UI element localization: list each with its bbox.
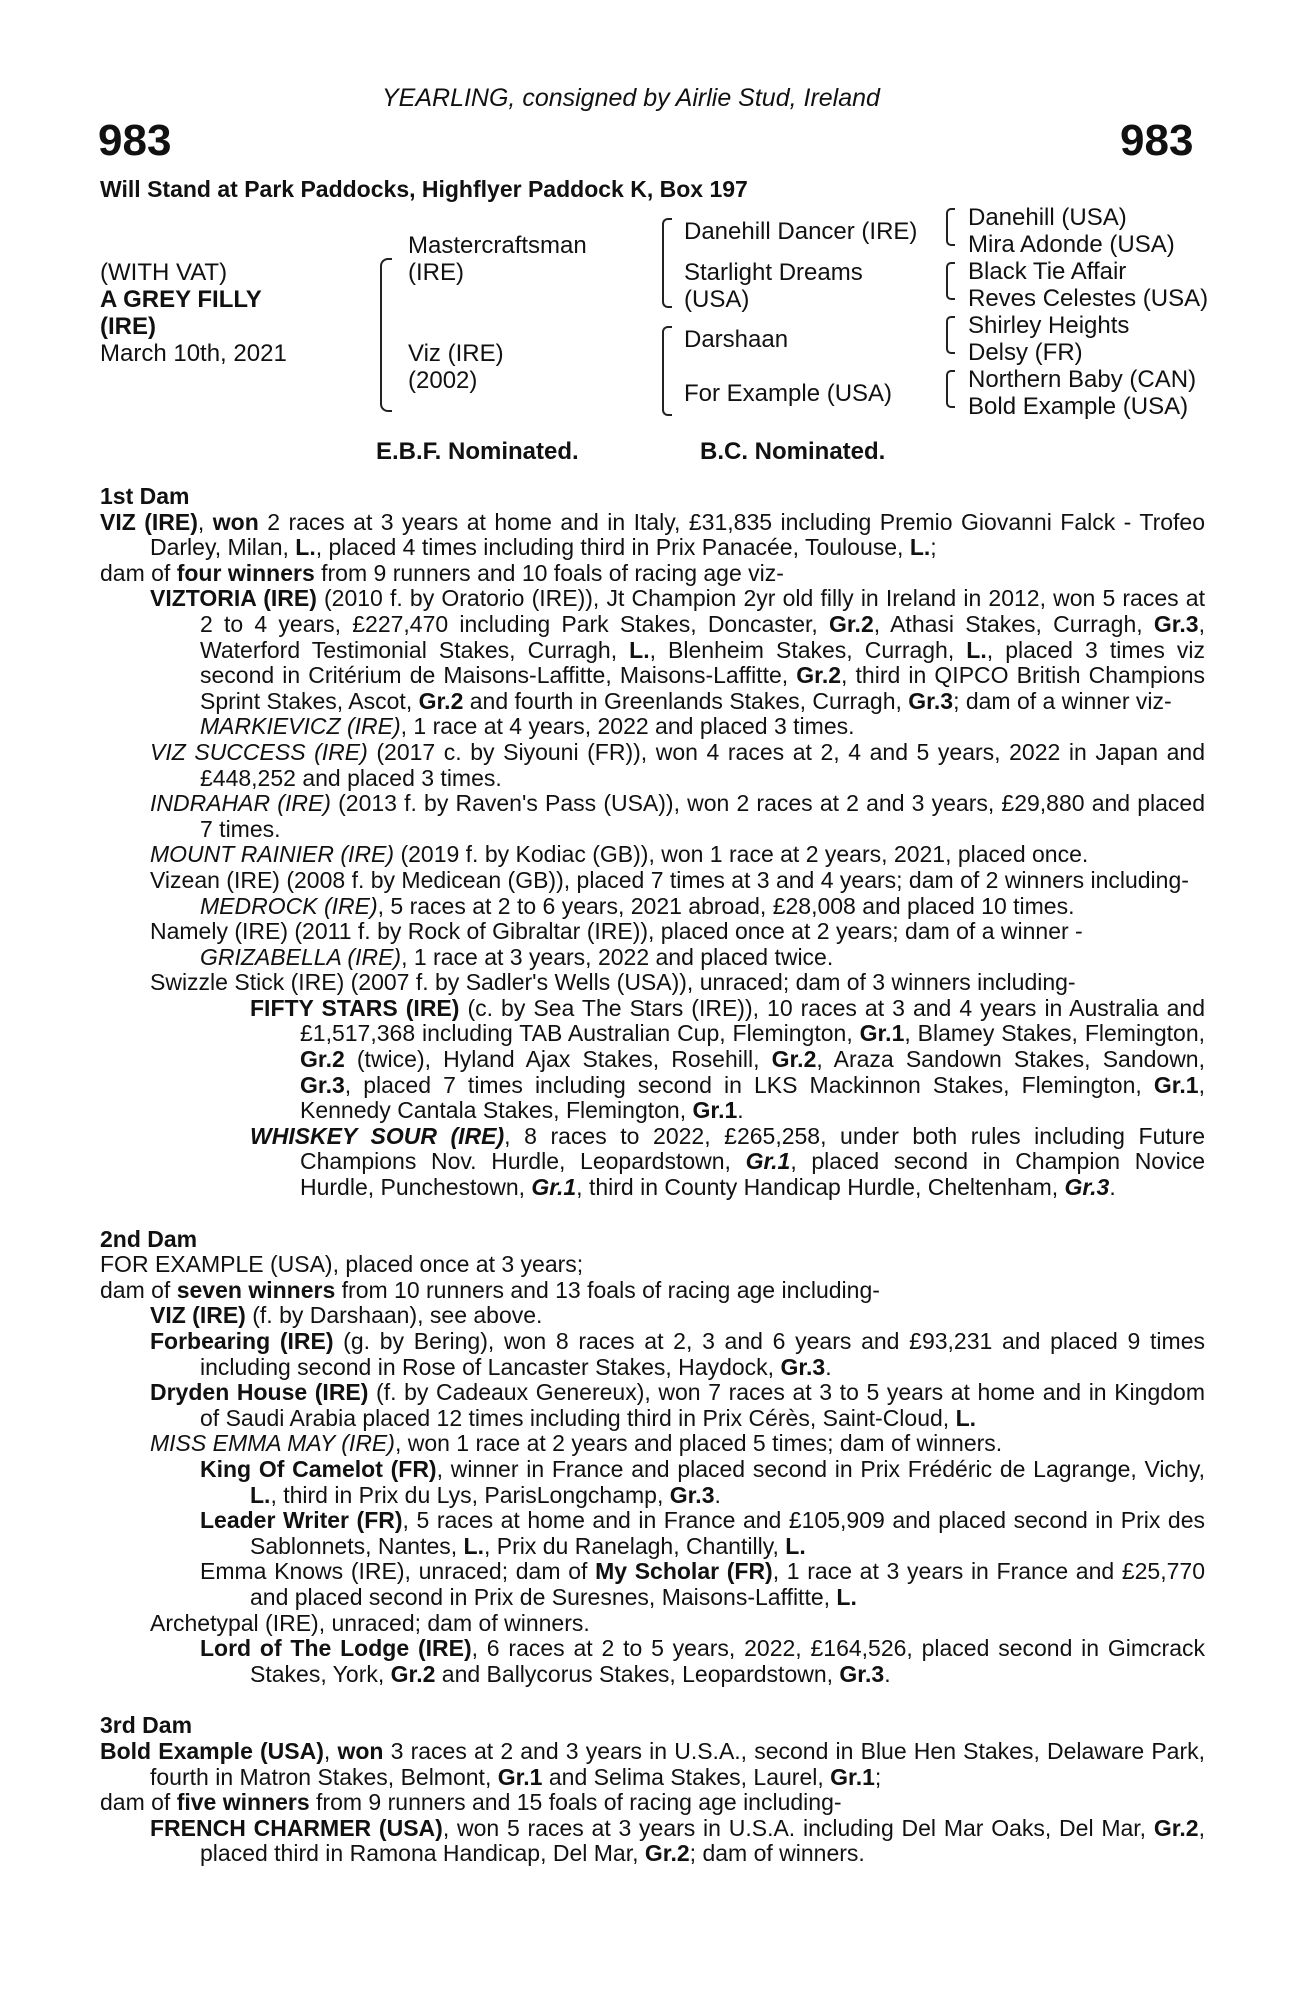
- horse-name: MISS EMMA MAY (IRE): [150, 1430, 395, 1457]
- brace-ds: [946, 316, 955, 354]
- dam-year: (2002): [408, 367, 478, 394]
- text-run: (2017 c. by Siyouni (FR)), won 4 races at 2, 4 and 5 years, 2022 in Japan and £448,252 and placed 3 times.: [200, 738, 1205, 791]
- foaling-date: March 10th, 2021: [100, 340, 287, 367]
- lot-number-right: 983: [1120, 116, 1194, 165]
- dam-dam: For Example (USA): [684, 380, 893, 407]
- text-run: , placed 7 times including second in LKS Mackinnon Stakes, Flemington,: [344, 1071, 1154, 1098]
- section-gap: [100, 1687, 1205, 1713]
- bc-nominated: B.C. Nominated.: [700, 438, 886, 465]
- sire-dam: Starlight Dreams: [684, 259, 863, 286]
- listed-tag: L.: [836, 1583, 857, 1610]
- text-run: , Araza Sandown Stakes, Sandown,: [816, 1046, 1205, 1073]
- produce-viztoria: [100, 586, 1205, 714]
- listed-tag: L.: [629, 636, 650, 663]
- produce-king-of-camelot: [100, 1457, 1205, 1508]
- grade-tag: Gr.1: [1153, 1071, 1199, 1098]
- produce-fifty-stars: [100, 996, 1205, 1124]
- grade-tag: Gr.1: [859, 1020, 905, 1047]
- grade-tag: Gr.3: [1064, 1174, 1110, 1201]
- produce-grizabella: [100, 945, 1205, 971]
- grade-tag: Gr.2: [771, 1046, 817, 1073]
- brace-dd: [946, 370, 955, 408]
- text-run: , Waterford Testimonial Stakes, Curragh,: [200, 610, 1205, 663]
- text-run: , won 1 race at 2 years and placed 5 times; dam of winners.: [394, 1430, 1003, 1457]
- text-run: (f. by Cadeaux Genereux), won 7 races at 3 to 5 years at home and in Kingdom of Saudi Arabia placed 12 times including third in Prix Cérès, Saint-Cloud,: [200, 1379, 1205, 1431]
- grade-tag: Gr.1: [745, 1148, 791, 1175]
- text-run: , third in County Handicap Hurdle, Cheltenham,: [576, 1174, 1065, 1201]
- text-run: , 1 race at 3 years in France and £25,770 and placed second in Prix de Suresnes, Maisons-Laffitte,: [250, 1558, 1205, 1610]
- produce-mount-rainier: [100, 842, 1205, 868]
- horse-name: Leader Writer (FR): [200, 1507, 403, 1534]
- produce-archetypal: Archetypal (IRE), unraced; dam of winners.: [150, 1609, 590, 1636]
- text-run: , 1 race at 4 years, 2022 and placed 3 times.: [400, 713, 855, 740]
- produce-leader-writer: [100, 1508, 1205, 1559]
- text-run: 2 races at 3 years at home and in Italy, £31,835 including Premio Giovanni Falck - Trofeo Darley, Milan,: [150, 508, 1206, 561]
- grade-tag: Gr.3: [300, 1071, 345, 1098]
- won-label: won: [337, 1737, 384, 1764]
- grade-tag: Gr.3: [669, 1481, 715, 1508]
- ggp-sss: Danehill (USA): [968, 204, 1127, 231]
- vat-note: (WITH VAT): [100, 259, 228, 286]
- text-run: , 1 race at 3 years, 2022 and placed twice.: [401, 943, 834, 970]
- dam-name: Viz (IRE): [408, 340, 504, 367]
- ebf-nominated: E.B.F. Nominated.: [376, 438, 579, 465]
- horse-name: My Scholar (FR): [595, 1558, 773, 1585]
- grade-tag: Gr.3: [780, 1353, 826, 1380]
- brace-sd: [946, 262, 955, 300]
- grade-tag: Gr.1: [692, 1097, 738, 1124]
- first-dam-produce-summary: [100, 561, 1205, 587]
- text-run: , 5 races at home and in France and £105,909 and placed second in Prix des Sablonnets, Nantes,: [250, 1507, 1205, 1559]
- grade-tag: Gr.2: [796, 662, 842, 689]
- brace-sire: [662, 218, 672, 308]
- first-dam-entry: VIZ (IRE), won 2 races at 3 years at home and in Italy, £31,835 including Premio Giovanni Falck - Trofeo Darley, Milan, L., placed 4 times including third in Prix Panacée, Toulouse, L.;: [100, 508, 1206, 561]
- grade-tag: Gr.2: [418, 687, 464, 714]
- produce-forbearing: [100, 1329, 1205, 1380]
- dam-name: Bold Example (USA): [100, 1737, 324, 1764]
- produce-lord-of-the-lodge: [100, 1636, 1205, 1687]
- second-dam-heading: 2nd Dam: [100, 1225, 198, 1252]
- text-run: , third in Prix du Lys, ParisLongchamp,: [270, 1481, 670, 1508]
- brace-dam: [662, 326, 672, 416]
- text-run: ;: [930, 534, 937, 561]
- consignment-line: YEARLING, consigned by Airlie Stud, Ireland: [382, 84, 880, 112]
- text-run: , Blenheim Stakes, Curragh,: [649, 636, 967, 663]
- produce-swizzle-stick: Swizzle Stick (IRE) (2007 f. by Sadler's Wells (USA)), unraced; dam of 3 winners including-: [150, 969, 1076, 996]
- produce-viz: [100, 1303, 1205, 1329]
- produce-medrock: [100, 894, 1205, 920]
- produce-vizean: Vizean (IRE) (2008 f. by Medicean (GB)), placed 7 times at 3 and 4 years; dam of 2 winners including-: [150, 866, 1189, 893]
- sire-name: Mastercraftsman: [408, 232, 587, 259]
- text-run: , placed 4 times including third in Prix Panacée, Toulouse,: [315, 534, 910, 561]
- text-run: dam of: [100, 559, 177, 586]
- text-run: and Ballycorus Stakes, Leopardstown,: [435, 1660, 840, 1687]
- sire-sire: Danehill Dancer (IRE): [684, 218, 918, 245]
- third-dam-heading: 3rd Dam: [100, 1712, 193, 1739]
- text-run: .: [825, 1353, 832, 1380]
- grade-tag: Gr.3: [1153, 610, 1199, 637]
- produce-miss-emma-may: [100, 1431, 1205, 1457]
- ggp-dss: Shirley Heights: [968, 312, 1130, 339]
- section-gap: [100, 1201, 1205, 1227]
- horse-name: VIZ (IRE): [150, 1302, 246, 1329]
- dam-sire: Darshaan: [684, 326, 789, 353]
- horse-name: WHISKEY SOUR (IRE): [250, 1122, 505, 1149]
- third-dam-produce-summary: [100, 1790, 1205, 1816]
- second-dam-entry: FOR EXAMPLE (USA), placed once at 3 years;: [100, 1251, 584, 1278]
- horse-name: VIZTORIA (IRE): [150, 585, 317, 612]
- text-run: .: [737, 1097, 744, 1124]
- text-run: ;: [874, 1763, 882, 1790]
- horse-name: INDRAHAR (IRE): [150, 790, 331, 817]
- horse-name: Lord of The Lodge (IRE): [200, 1635, 472, 1662]
- dam-name: VIZ (IRE): [100, 508, 198, 535]
- ggp-dsd: Delsy (FR): [968, 339, 1083, 366]
- text-run: and Selima Stakes, Laurel,: [542, 1763, 831, 1790]
- produce-dryden-house: [100, 1380, 1205, 1431]
- sire-country: (IRE): [408, 259, 464, 286]
- grade-tag: Gr.2: [828, 610, 874, 637]
- second-dam-produce-summary: [100, 1278, 1205, 1304]
- grade-tag: Gr.3: [839, 1660, 885, 1687]
- text-run: , third in QIPCO British Champions Sprint Stakes, Ascot,: [200, 662, 1205, 714]
- text-run: and fourth in Greenlands Stakes, Curragh,: [463, 687, 909, 714]
- ggp-ddd: Bold Example (USA): [968, 393, 1189, 420]
- text-run: Emma Knows (IRE), unraced; dam of: [200, 1558, 596, 1585]
- produce-indrahar: [100, 791, 1205, 842]
- grade-tag: Gr.3: [908, 687, 954, 714]
- horse-name: FRENCH CHARMER (USA): [150, 1814, 443, 1841]
- won-label: won: [212, 508, 259, 535]
- text-run: , Blamey Stakes, Flemington,: [904, 1020, 1205, 1047]
- text-run: (g. by Bering), won 8 races at 2, 3 and 6 years and £93,231 and placed 9 times including second in Rose of Lancaster Stakes, Haydock,: [200, 1328, 1205, 1380]
- text-run: , Athasi Stakes, Curragh,: [873, 610, 1154, 637]
- horse-name: MOUNT RAINIER (IRE): [150, 841, 395, 868]
- horse-name: Dryden House (IRE): [150, 1379, 369, 1406]
- brace-main: [380, 258, 392, 412]
- text-run: .: [884, 1660, 891, 1687]
- first-dam-heading: 1st Dam: [100, 483, 190, 509]
- horse-name: VIZ SUCCESS (IRE): [150, 738, 368, 765]
- brace-ss: [946, 208, 955, 246]
- sire-dam-country: (USA): [684, 286, 750, 313]
- listed-tag: L.: [966, 636, 987, 663]
- text-run: from 9 runners and 15 foals of racing age including-: [309, 1789, 842, 1816]
- text-run: , 5 races at 2 to 6 years, 2021 abroad, £28,008 and placed 10 times.: [377, 892, 1075, 919]
- ggp-ssd: Mira Adonde (USA): [968, 231, 1175, 258]
- grade-tag: Gr.1: [830, 1763, 875, 1790]
- text-run: .: [714, 1481, 721, 1508]
- lot-number-left: 983: [98, 116, 172, 165]
- third-dam-entry: Bold Example (USA), won 3 races at 2 and 3 years in U.S.A., second in Blue Hen Stakes, Delaware Park, fourth in Matron Stakes, Belmont, Gr.1 and Selima Stakes, Laurel, Gr.1;: [100, 1737, 1206, 1790]
- text-run: (2010 f. by Oratorio (IRE)), Jt Champion 2yr old filly in Ireland in 2012, won 5 races at 2 to 4 years, £227,470 including Park Stakes, Doncaster,: [200, 585, 1205, 637]
- horse-name: GRIZABELLA (IRE): [200, 943, 402, 970]
- text-run: ; dam of a winner viz-: [953, 687, 1172, 714]
- text-run: (twice), Hyland Ajax Stakes, Rosehill,: [344, 1046, 772, 1073]
- text-run: .: [1109, 1174, 1116, 1201]
- produce-french-charmer: [100, 1816, 1205, 1867]
- text-run: dam of: [100, 1789, 177, 1816]
- text-run: , winner in France and placed second in Prix Frédéric de Lagrange, Vichy,: [436, 1455, 1206, 1482]
- horse-name: MEDROCK (IRE): [200, 892, 378, 919]
- produce-markievicz: [100, 714, 1205, 740]
- winner-count: seven winners: [176, 1276, 336, 1303]
- ggp-sdd: Reves Celestes (USA): [968, 285, 1209, 312]
- stand-location: Will Stand at Park Paddocks, Highflyer Paddock K, Box 197: [100, 176, 748, 202]
- text-run: from 10 runners and 13 foals of racing age including-: [335, 1276, 880, 1303]
- grade-tag: Gr.1: [497, 1763, 543, 1790]
- horse-name: King Of Camelot (FR): [200, 1455, 437, 1482]
- dam-record: [100, 484, 1205, 1867]
- horse-name-country: (IRE): [100, 313, 156, 340]
- listed-tag: L.: [909, 534, 931, 561]
- grade-tag: Gr.2: [644, 1840, 690, 1867]
- text-run: , placed 3 times viz second in Critérium de Maisons-Laffitte, Maisons-Laffitte,: [200, 636, 1205, 689]
- listed-tag: L.: [250, 1481, 271, 1508]
- text-run: , placed third in Ramona Handicap, Del Mar,: [200, 1814, 1205, 1867]
- text-run: ; dam of winners.: [689, 1840, 865, 1867]
- text-run: (f. by Darshaan), see above.: [245, 1302, 543, 1329]
- text-run: from 9 runners and 10 foals of racing age viz-: [314, 559, 784, 586]
- text-run: dam of: [100, 1276, 177, 1303]
- listed-tag: L.: [955, 1404, 977, 1431]
- winner-count: five winners: [176, 1789, 310, 1816]
- horse-name: MARKIEVICZ (IRE): [200, 713, 401, 740]
- text-run: , Kennedy Cantala Stakes, Flemington,: [300, 1071, 1205, 1124]
- grade-tag: Gr.2: [390, 1660, 436, 1687]
- text-run: , 6 races at 2 to 5 years, 2022, £164,526, placed second in Gimcrack Stakes, York,: [250, 1635, 1206, 1687]
- listed-tag: L.: [785, 1532, 806, 1559]
- winner-count: four winners: [176, 559, 315, 586]
- grade-tag: Gr.1: [531, 1174, 577, 1201]
- text-run: (2013 f. by Raven's Pass (USA)), won 2 races at 2 and 3 years, £29,880 and placed 7 times.: [200, 790, 1206, 842]
- text-run: , Prix du Ranelagh, Chantilly,: [483, 1532, 786, 1559]
- text-run: 3 races at 2 and 3 years in U.S.A., second in Blue Hen Stakes, Delaware Park, fourth in Matron Stakes, Belmont,: [150, 1737, 1206, 1790]
- text-run: (c. by Sea The Stars (IRE)), 10 races at 3 and 4 years in Australia and £1,517,368 including TAB Australian Cup, Flemington,: [300, 994, 1205, 1047]
- text-run: (2019 f. by Kodiac (GB)), won 1 race at 2 years, 2021, placed once.: [394, 841, 1089, 868]
- horse-name: FIFTY STARS (IRE): [250, 994, 460, 1021]
- text-run: , won 5 races at 3 years in U.S.A. including Del Mar Oaks, Del Mar,: [442, 1814, 1154, 1841]
- grade-tag: Gr.2: [1153, 1814, 1199, 1841]
- produce-emma-knows: [100, 1559, 1205, 1610]
- horse-name: Forbearing (IRE): [150, 1328, 334, 1354]
- ggp-sds: Black Tie Affair: [968, 258, 1127, 285]
- produce-viz-success: [100, 740, 1205, 791]
- horse-name: A GREY FILLY: [100, 286, 262, 313]
- grade-tag: Gr.2: [300, 1046, 345, 1073]
- listed-tag: L.: [295, 534, 316, 561]
- text-run: , 8 races to 2022, £265,258, under both rules including Future Champions Nov. Hurdle, Leopardstown,: [300, 1122, 1205, 1175]
- ggp-dds: Northern Baby (CAN): [968, 366, 1197, 393]
- produce-namely: Namely (IRE) (2011 f. by Rock of Gibraltar (IRE)), placed once at 2 years; dam of a winner -: [150, 918, 1083, 945]
- produce-whiskey-sour: [100, 1124, 1205, 1201]
- text-run: , placed second in Champion Novice Hurdle, Punchestown,: [300, 1148, 1205, 1201]
- listed-tag: L.: [463, 1532, 484, 1559]
